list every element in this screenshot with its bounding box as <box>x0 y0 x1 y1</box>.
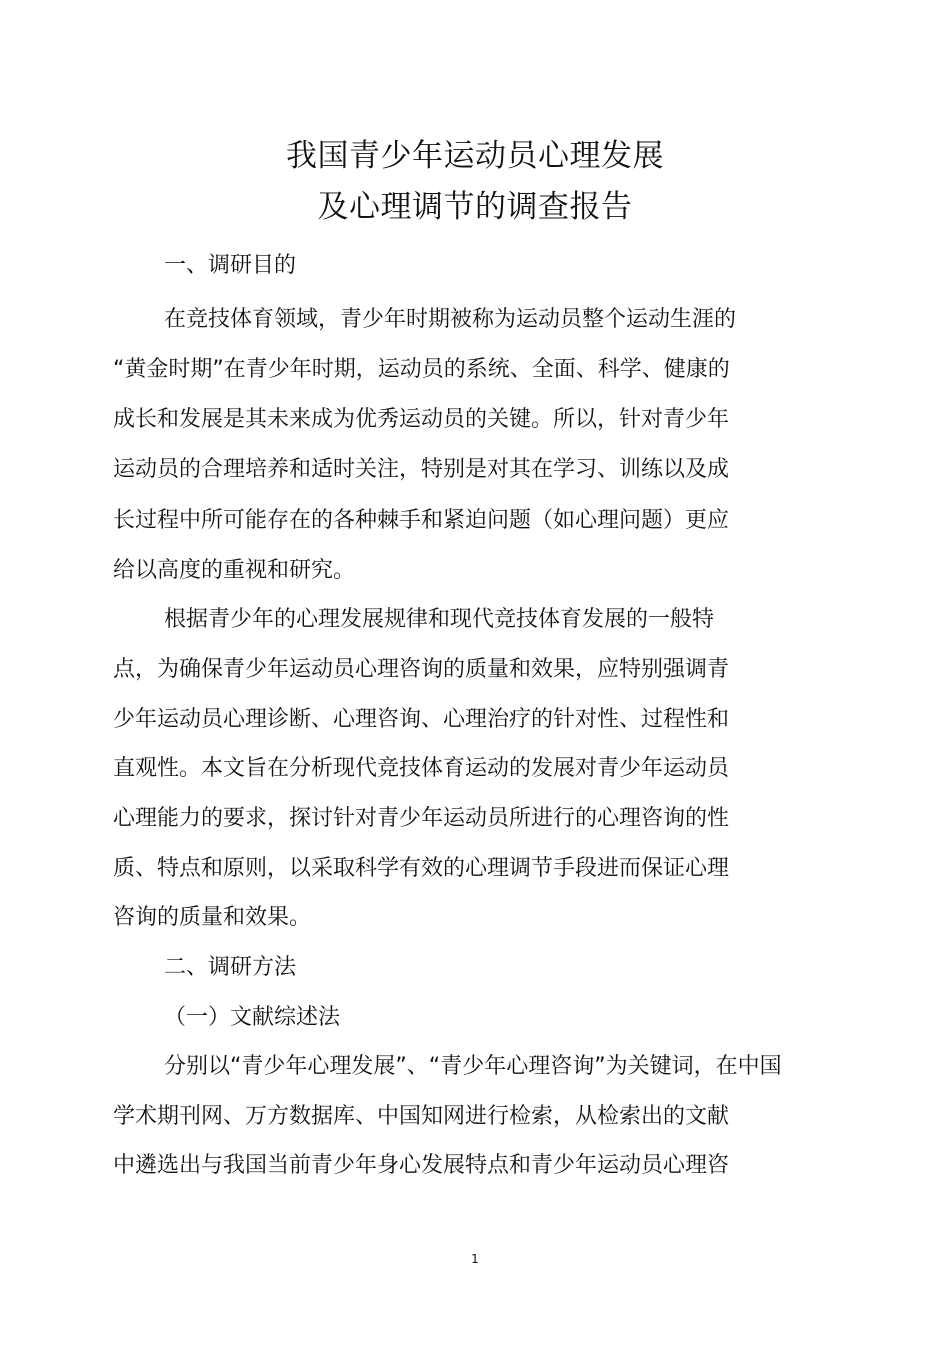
document-title-line-2: 及心理调节的调查报告 <box>317 189 633 225</box>
paragraph-line: 少年运动员心理诊断、心理咨询、心理治疗的针对性、过程性和 <box>113 707 730 732</box>
paragraph-line: 点，为确保青少年运动员心理咨询的质量和效果，应特别强调青 <box>113 657 730 682</box>
paragraph-line: 运动员的合理培养和适时关注，特别是对其在学习、训练以及成 <box>113 457 730 482</box>
paragraph-line: 学术期刊网、万方数据库、中国知网进行检索，从检索出的文献 <box>113 1104 730 1129</box>
paragraph-line: 中遴选出与我国当前青少年身心发展特点和青少年运动员心理咨 <box>113 1153 730 1178</box>
document-title-line-1: 我国青少年运动员心理发展 <box>286 138 664 174</box>
paragraph-line: 心理能力的要求，探讨针对青少年运动员所进行的心理咨询的性 <box>113 806 730 831</box>
paragraph-line: 在竞技体育领域，青少年时期被称为运动员整个运动生涯的 <box>164 307 737 332</box>
paragraph-line: 长过程中所可能存在的各种棘手和紧迫问题（如心理问题）更应 <box>113 508 730 533</box>
paragraph-line: 质、特点和原则，以采取科学有效的心理调节手段进而保证心理 <box>113 856 730 881</box>
page-number: 1 <box>471 1252 479 1266</box>
paragraph-line: 分别以“青少年心理发展”、“青少年心理咨询”为关键词，在中国 <box>164 1054 782 1079</box>
paragraph-line: 咨询的质量和效果。 <box>113 905 312 930</box>
paragraph-line: “黄金时期”在青少年时期，运动员的系统、全面、科学、健康的 <box>113 357 730 382</box>
section-heading-1: 一、调研目的 <box>164 253 297 278</box>
paragraph-line: 直观性。本文旨在分析现代竞技体育运动的发展对青少年运动员 <box>113 756 730 781</box>
paragraph-line: 给以高度的重视和研究。 <box>113 558 356 583</box>
paragraph-line: 根据青少年的心理发展规律和现代竞技体育发展的一般特 <box>164 607 715 632</box>
subsection-heading: （一）文献综述法 <box>164 1005 341 1030</box>
section-heading-2: 二、调研方法 <box>164 955 297 980</box>
paragraph-line: 成长和发展是其未来成为优秀运动员的关键。所以，针对青少年 <box>113 407 730 432</box>
